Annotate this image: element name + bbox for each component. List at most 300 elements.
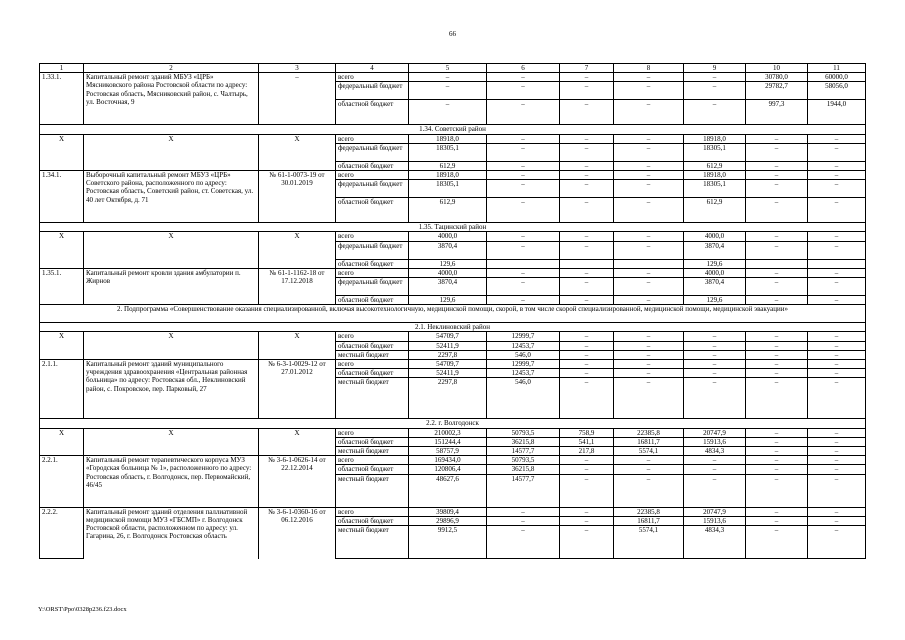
value-cell: – (746, 360, 808, 369)
budget-source-label: федеральный бюджет (336, 180, 409, 198)
budget-source-label: областной бюджет (336, 259, 409, 268)
value-cell: – (746, 171, 808, 180)
budget-source-label: местный бюджет (336, 474, 409, 507)
value-cell: 60000,0 (808, 73, 866, 82)
table-cell (40, 296, 84, 305)
value-cell: – (684, 474, 746, 507)
table-cell (40, 161, 84, 170)
value-cell: 4000,0 (409, 268, 487, 277)
value-cell: – (560, 268, 614, 277)
value-cell: – (808, 134, 866, 143)
value-cell: – (560, 332, 614, 341)
column-number-cell: 2 (84, 64, 259, 73)
value-cell: – (560, 278, 614, 296)
value-cell: – (808, 268, 866, 277)
value-cell: – (560, 350, 614, 359)
value-cell: 758,9 (560, 428, 614, 437)
value-cell: – (614, 161, 684, 170)
table-cell (40, 241, 84, 259)
value-cell: – (808, 447, 866, 456)
value-cell: – (684, 465, 746, 474)
column-number-cell: 7 (560, 64, 614, 73)
value-cell: 54709,7 (409, 332, 487, 341)
value-cell: – (684, 369, 746, 378)
x-cell: Х (84, 134, 259, 143)
section-heading: 2. Подпрограмма «Совершенствование оказания специализированной, включая высокотехнологичную, медицинской помощи, скорой, в том числе скорой специализированной, медицинской помощи, медицинской эвакуации» (40, 305, 866, 323)
table-cell (259, 447, 336, 456)
table-cell (40, 278, 84, 296)
permit-number: № 6-3-1-0029-12 от 27.01.2012 (259, 360, 336, 419)
column-number-cell: 1 (40, 64, 84, 73)
value-cell: 12453,7 (487, 341, 560, 350)
item-number: 1.35.1. (40, 268, 84, 277)
value-cell: – (808, 350, 866, 359)
permit-number: – (259, 73, 336, 125)
budget-source-label: всего (336, 507, 409, 516)
budget-source-label: всего (336, 73, 409, 82)
budget-source-label: всего (336, 134, 409, 143)
value-cell: 20747,9 (684, 428, 746, 437)
value-cell: 22385,8 (614, 507, 684, 516)
table-cell (40, 259, 84, 268)
table-row (40, 350, 866, 359)
value-cell: 52411,9 (409, 341, 487, 350)
value-cell: – (808, 360, 866, 369)
value-cell: – (746, 526, 808, 559)
value-cell: – (560, 341, 614, 350)
value-cell: 5574,1 (614, 526, 684, 559)
value-cell: 18305,1 (409, 143, 487, 161)
value-cell: – (684, 360, 746, 369)
value-cell: 129,6 (409, 259, 487, 268)
section-heading: 2.1. Неклиновский район (40, 323, 866, 332)
value-cell: – (560, 143, 614, 161)
value-cell: 39809,4 (409, 507, 487, 516)
value-cell: – (746, 369, 808, 378)
value-cell: – (808, 474, 866, 507)
value-cell: – (808, 161, 866, 170)
budget-source-label: федеральный бюджет (336, 278, 409, 296)
value-cell: – (487, 171, 560, 180)
column-number-cell: 4 (336, 64, 409, 73)
budget-table (39, 63, 866, 559)
budget-source-label: федеральный бюджет (336, 241, 409, 259)
budget-source-label: областной бюджет (336, 100, 409, 125)
value-cell: 2297,8 (409, 378, 487, 419)
budget-source-label: местный бюджет (336, 350, 409, 359)
value-cell: 50793,5 (487, 456, 560, 465)
value-cell: 4000,0 (684, 268, 746, 277)
value-cell: – (614, 474, 684, 507)
column-number-cell: 6 (487, 64, 560, 73)
value-cell: 15913,6 (684, 437, 746, 446)
value-cell: – (409, 82, 487, 100)
table-cell (259, 350, 336, 359)
value-cell: – (808, 456, 866, 465)
value-cell: 14577,7 (487, 447, 560, 456)
column-number-cell: 5 (409, 64, 487, 73)
value-cell: – (746, 428, 808, 437)
value-cell: 3870,4 (684, 241, 746, 259)
value-cell: – (746, 198, 808, 223)
budget-source-label: областной бюджет (336, 198, 409, 223)
value-cell: – (684, 350, 746, 359)
value-cell: – (487, 232, 560, 241)
value-cell: – (614, 332, 684, 341)
value-cell: 20747,9 (684, 507, 746, 516)
table-row (40, 134, 866, 143)
item-number: 2.2.1. (40, 456, 84, 465)
table-row (40, 447, 866, 456)
value-cell: – (746, 474, 808, 507)
value-cell: – (808, 428, 866, 437)
budget-source-label: федеральный бюджет (336, 143, 409, 161)
table-cell (40, 447, 84, 456)
table-cell (40, 143, 84, 161)
value-cell: – (560, 100, 614, 125)
permit-number: № 3-6-1-0360-16 от 06.12.2016 (259, 507, 336, 558)
value-cell: – (746, 341, 808, 350)
value-cell: 2297,8 (409, 350, 487, 359)
value-cell: – (614, 341, 684, 350)
value-cell: – (808, 507, 866, 516)
table-cell (40, 350, 84, 359)
budget-source-label: областной бюджет (336, 161, 409, 170)
value-cell: – (746, 134, 808, 143)
table-row (40, 428, 866, 437)
column-number-cell: 3 (259, 64, 336, 73)
table-cell (40, 474, 84, 507)
value-cell: – (560, 369, 614, 378)
object-name: Капитальный ремонт зданий муниципального учреждения здравоохранения «Центральная районная больница» по адресу: Ростовская обл., Неклиновский район, с. Покровское, пер. Парковый, 27 (84, 360, 259, 419)
table-row (40, 125, 866, 134)
value-cell: 16811,7 (614, 516, 684, 525)
value-cell: – (487, 526, 560, 559)
budget-source-label: областной бюджет (336, 296, 409, 305)
value-cell: – (808, 465, 866, 474)
value-cell: – (684, 341, 746, 350)
value-cell: – (614, 456, 684, 465)
permit-number: № 3-6-1-0626-14 от 22.12.2014 (259, 456, 336, 507)
table-cell (259, 143, 336, 161)
table-cell (259, 241, 336, 259)
table-row (40, 360, 866, 369)
value-cell: – (746, 268, 808, 277)
object-name: Выборочный капитальный ремонт МБУЗ «ЦРБ» Советского района, расположенного по адресу: Ростовская область, Советский район, ст. Советская, ул. 40 лет Октября, д. 71 (84, 171, 259, 223)
table-cell (84, 143, 259, 161)
value-cell: 3870,4 (409, 278, 487, 296)
value-cell: 54709,7 (409, 360, 487, 369)
x-cell: Х (40, 134, 84, 143)
value-cell: – (487, 516, 560, 525)
value-cell: 36215,8 (487, 465, 560, 474)
budget-source-label: областной бюджет (336, 341, 409, 350)
value-cell: 12999,7 (487, 332, 560, 341)
table-cell (40, 369, 84, 378)
table-cell (84, 161, 259, 170)
value-cell: – (409, 73, 487, 82)
value-cell: – (560, 456, 614, 465)
budget-source-label: всего (336, 456, 409, 465)
value-cell: – (746, 465, 808, 474)
value-cell: – (560, 198, 614, 223)
value-cell: 18918,0 (409, 171, 487, 180)
table-cell (84, 259, 259, 268)
budget-source-label: местный бюджет (336, 447, 409, 456)
budget-source-label: местный бюджет (336, 378, 409, 419)
budget-source-label: всего (336, 332, 409, 341)
value-cell: – (614, 465, 684, 474)
budget-source-label: всего (336, 428, 409, 437)
value-cell: 129,6 (684, 259, 746, 268)
value-cell: 22385,8 (614, 428, 684, 437)
value-cell: – (808, 180, 866, 198)
x-cell: Х (40, 232, 84, 241)
value-cell: – (614, 134, 684, 143)
permit-number: № 61-1-0073-19 от 30.01.2019 (259, 171, 336, 223)
value-cell: – (560, 465, 614, 474)
table-row (40, 305, 866, 323)
page-number: 66 (449, 30, 456, 38)
value-cell: – (808, 171, 866, 180)
table-row (40, 143, 866, 161)
value-cell: 120806,4 (409, 465, 487, 474)
table-row (40, 507, 866, 516)
value-cell: – (614, 241, 684, 259)
value-cell: – (614, 360, 684, 369)
value-cell: 15913,6 (684, 516, 746, 525)
object-name: Капитальный ремонт зданий отделения паллиативной медицинской помощи МУЗ «ГБСМП» г. Волгодонск Ростовской области, расположенном по адресу: ул. Гагарина, 26, г. Волгодонск Ростовская область (84, 507, 259, 558)
value-cell: – (614, 350, 684, 359)
value-cell: 12453,7 (487, 369, 560, 378)
budget-source-label: областной бюджет (336, 465, 409, 474)
value-cell: – (684, 456, 746, 465)
value-cell: 29896,9 (409, 516, 487, 525)
table-row (40, 232, 866, 241)
table-row (40, 419, 866, 428)
table-row (40, 437, 866, 446)
value-cell: – (487, 73, 560, 82)
value-cell: 1944,0 (808, 100, 866, 125)
value-cell: 4000,0 (409, 232, 487, 241)
value-cell: – (487, 296, 560, 305)
value-cell: 18305,1 (684, 180, 746, 198)
value-cell: 58056,0 (808, 82, 866, 100)
table-cell (84, 350, 259, 359)
column-number-cell: 8 (614, 64, 684, 73)
value-cell: – (487, 134, 560, 143)
item-number: 1.34.1. (40, 171, 84, 180)
value-cell: 18918,0 (409, 134, 487, 143)
value-cell: – (746, 456, 808, 465)
value-cell: – (614, 73, 684, 82)
item-number: 2.1.1. (40, 360, 84, 369)
value-cell: – (808, 341, 866, 350)
column-number-cell: 9 (684, 64, 746, 73)
value-cell: 129,6 (409, 296, 487, 305)
value-cell: – (746, 507, 808, 516)
value-cell: 3870,4 (409, 241, 487, 259)
table-row (40, 341, 866, 350)
table-cell (40, 82, 84, 100)
value-cell: – (808, 232, 866, 241)
value-cell: – (684, 82, 746, 100)
permit-number: № 61-1-1162-18 от 17.12.2018 (259, 268, 336, 304)
table-row (40, 456, 866, 465)
budget-source-label: областной бюджет (336, 437, 409, 446)
value-cell: – (746, 447, 808, 456)
table-cell (84, 437, 259, 446)
value-cell: – (560, 134, 614, 143)
value-cell: – (560, 360, 614, 369)
value-cell: – (560, 161, 614, 170)
value-cell: – (614, 278, 684, 296)
table-cell (40, 526, 84, 559)
value-cell: 151244,4 (409, 437, 487, 446)
value-cell: – (808, 241, 866, 259)
table-row (40, 259, 866, 268)
x-cell: Х (84, 428, 259, 437)
value-cell: 18918,0 (684, 171, 746, 180)
value-cell: 18305,1 (684, 143, 746, 161)
value-cell: 4834,3 (684, 447, 746, 456)
value-cell: 18305,1 (409, 180, 487, 198)
value-cell: 4000,0 (684, 232, 746, 241)
value-cell (808, 259, 866, 268)
value-cell (746, 259, 808, 268)
object-name: Капитальный ремонт зданий МБУЗ «ЦРБ» Мясниковского района Ростовской области по адресу: Ростовская область, Мясниковский район, с. Чалтырь, ул. Восточная, 9 (84, 73, 259, 125)
budget-source-label: всего (336, 268, 409, 277)
column-number-cell: 11 (808, 64, 866, 73)
value-cell: – (614, 198, 684, 223)
table-cell (40, 516, 84, 525)
value-cell: – (487, 161, 560, 170)
item-number: 1.33.1. (40, 73, 84, 82)
value-cell (614, 259, 684, 268)
value-cell: – (808, 332, 866, 341)
x-cell: Х (84, 232, 259, 241)
value-cell: 52411,9 (409, 369, 487, 378)
value-cell: 12999,7 (487, 360, 560, 369)
table-cell (259, 437, 336, 446)
value-cell: 18918,0 (684, 134, 746, 143)
column-number-cell: 10 (746, 64, 808, 73)
value-cell: – (560, 474, 614, 507)
value-cell: – (560, 73, 614, 82)
value-cell: 169434,0 (409, 456, 487, 465)
value-cell: 16811,7 (614, 437, 684, 446)
budget-source-label: областной бюджет (336, 369, 409, 378)
x-cell: Х (259, 428, 336, 437)
value-cell: – (614, 100, 684, 125)
x-cell: Х (40, 428, 84, 437)
value-cell: 5574,1 (614, 447, 684, 456)
table-row (40, 171, 866, 180)
value-cell: 217,8 (560, 447, 614, 456)
value-cell: – (684, 100, 746, 125)
value-cell: 129,6 (684, 296, 746, 305)
budget-source-label: всего (336, 171, 409, 180)
value-cell: – (560, 82, 614, 100)
table-cell (40, 198, 84, 223)
x-cell: Х (259, 232, 336, 241)
value-cell: – (614, 268, 684, 277)
table-cell (40, 341, 84, 350)
value-cell: – (746, 143, 808, 161)
value-cell: – (746, 241, 808, 259)
value-cell: – (487, 100, 560, 125)
value-cell: 50793,5 (487, 428, 560, 437)
value-cell: 997,3 (746, 100, 808, 125)
budget-source-label: областной бюджет (336, 516, 409, 525)
value-cell: – (560, 516, 614, 525)
section-heading: 1.35. Тацинский район (40, 223, 866, 232)
value-cell: – (808, 278, 866, 296)
value-cell: 612,9 (409, 198, 487, 223)
value-cell: – (808, 437, 866, 446)
file-path-footer: Y:\ORST\Ppo\0328p236.f23.docx (38, 606, 127, 613)
table-cell (84, 241, 259, 259)
value-cell: – (808, 369, 866, 378)
value-cell: – (560, 378, 614, 419)
table-row (40, 332, 866, 341)
object-name: Капитальный ремонт кровли здания амбулатории п. Жирнов (84, 268, 259, 304)
value-cell: – (808, 296, 866, 305)
value-cell: – (560, 241, 614, 259)
table-row (40, 323, 866, 332)
value-cell: 4834,3 (684, 526, 746, 559)
value-cell: – (614, 180, 684, 198)
value-cell: – (487, 143, 560, 161)
value-cell: – (684, 332, 746, 341)
value-cell (560, 259, 614, 268)
value-cell: – (808, 516, 866, 525)
value-cell: – (746, 437, 808, 446)
value-cell: – (808, 526, 866, 559)
value-cell: 36215,8 (487, 437, 560, 446)
value-cell: – (746, 180, 808, 198)
value-cell: 210002,3 (409, 428, 487, 437)
table-row (40, 268, 866, 277)
value-cell: – (746, 350, 808, 359)
value-cell: – (684, 73, 746, 82)
value-cell: – (560, 526, 614, 559)
value-cell: – (614, 82, 684, 100)
table-cell (259, 341, 336, 350)
value-cell: – (746, 516, 808, 525)
value-cell: – (487, 180, 560, 198)
header-row (40, 64, 866, 73)
table-row (40, 73, 866, 82)
table-body (40, 64, 866, 559)
value-cell: – (560, 232, 614, 241)
value-cell (487, 259, 560, 268)
section-heading: 1.34. Советский район (40, 125, 866, 134)
x-cell: Х (84, 332, 259, 341)
value-cell: 612,9 (684, 161, 746, 170)
table-cell (40, 100, 84, 125)
value-cell: 612,9 (684, 198, 746, 223)
value-cell: 546,0 (487, 350, 560, 359)
value-cell: – (487, 278, 560, 296)
value-cell: – (746, 278, 808, 296)
value-cell: – (808, 198, 866, 223)
value-cell: – (614, 232, 684, 241)
value-cell: – (487, 507, 560, 516)
value-cell: – (614, 369, 684, 378)
value-cell: 612,9 (409, 161, 487, 170)
table-row (40, 241, 866, 259)
